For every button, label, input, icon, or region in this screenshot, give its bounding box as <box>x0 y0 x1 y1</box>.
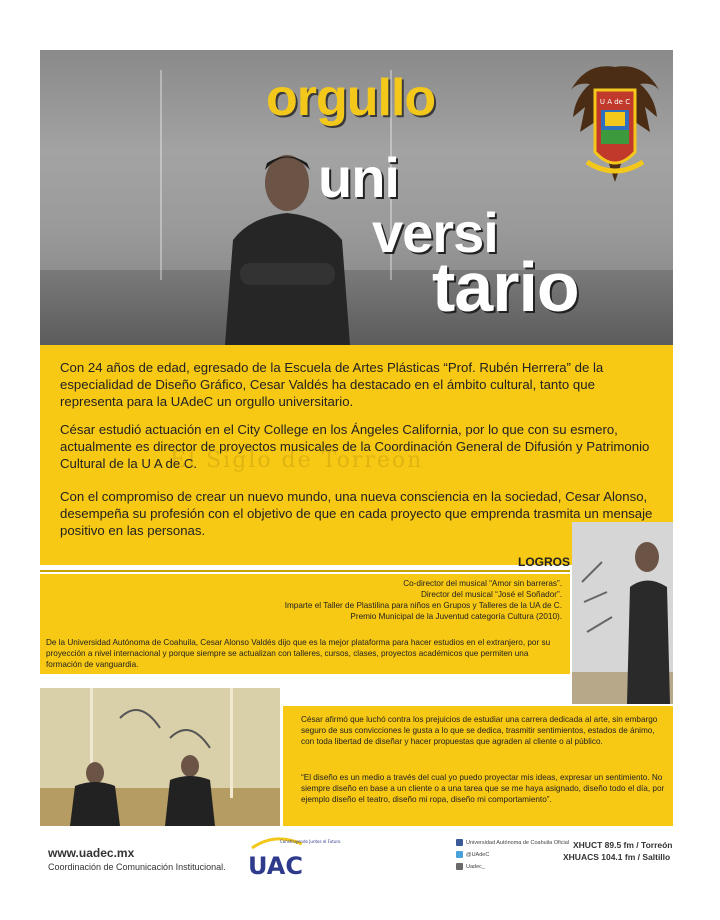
social-label: Universidad Autónoma de Coahuila Oficial <box>466 839 570 846</box>
mirror-frame <box>160 70 162 280</box>
logo-slogan: Construyendo Juntos el Futuro <box>280 839 341 844</box>
logros-heading: LOGROS <box>518 555 571 569</box>
facebook-icon <box>456 839 463 846</box>
logro-item: Premio Municipal de la Juventud categoría Cultura (2010). <box>350 612 562 621</box>
intro-paragraph: César estudió actuación en el City College en los Ángeles California, por lo que con su esmero, actualmente es director de proyectos musicales de la Coordinación General de Difusión y Patrimonio Cultural de la U A de C. <box>60 422 650 471</box>
quote-panel <box>283 706 673 826</box>
university-note: De la Universidad Autónoma de Coahuila, Cesar Alonso Valdés dijo que es la mejor plataforma para hacer estudios en el extranjero, por su proyección a nivel internacional y porque siempre se actualizan con talleres, cursos, clases, proyectos académicos que permiten una formación de vanguardia. <box>46 638 551 669</box>
logro-item: Imparte el Taller de Plastilina para niños en Grupos y Talleres de la UA de C. <box>284 601 562 610</box>
intro-paragraph: Con el compromiso de crear un nuevo mundo, una nueva consciencia en la sociedad, Cesar Alonso, desempeña su profesión con el objetivo de que en cada proyecto que emprenda trasmita un mensaje positivo en las personas. <box>60 489 653 538</box>
divider <box>40 570 570 572</box>
title-line-orgullo: orgullo <box>266 69 436 127</box>
social-twitter[interactable] <box>456 851 489 858</box>
uadec-crest-logo <box>565 62 665 192</box>
social-instagram[interactable] <box>456 863 485 870</box>
radio-station-saltillo: XHUACS 104.1 fm / Saltillo <box>563 852 671 862</box>
instagram-icon <box>456 863 463 870</box>
crest-label: U A de C <box>599 98 631 106</box>
website-link[interactable]: www.uadec.mx <box>48 846 135 860</box>
newspaper-watermark: El Siglo de Torreón <box>170 448 424 473</box>
social-label: @UAdeC <box>466 851 490 858</box>
radio-station-torreon: XHUCT 89.5 fm / Torreón <box>573 840 673 850</box>
quote-paragraph: César afirmó que luchó contra los prejuicios de estudiar una carrera dedicada al arte, sin embargo seguro de sus convicciones le gusta a lo que se dedica, trasmitir sentimientos, estados de ánimo, con toda libertad de diseñar y hacer propuestas que agraden al cliente o al público. <box>301 715 658 747</box>
title-line-uni: uni <box>318 146 399 209</box>
title-line-versi: versi <box>372 201 498 264</box>
social-label: Uadec_ <box>466 863 485 870</box>
intro-paragraph: Con 24 años de edad, egresado de la Escuela de Artes Plásticas “Prof. Rubén Herrera” de la especialidad de Diseño Gráfico, Cesar Valdés ha destacado en el ámbito cultural, tanto que representa para la UAdeC un orgullo universitario. <box>60 360 604 409</box>
side-photo <box>572 522 673 704</box>
department-label: Coordinación de Comunicación Institucional. <box>48 862 226 872</box>
logro-item: Director del musical “José el Soñador”. <box>420 590 562 599</box>
quote-paragraph: “El diseño es un medio a través del cual yo puedo proyectar mis ideas, expresar un sentimiento. No siempre diseño en base a un cliente o a una tarea que se me haya asignado, diseño todo el día, por ejemplo diseño el teatro, diseño mi ropa, diseño mi comportamiento”. <box>301 773 665 805</box>
twitter-icon <box>456 851 463 858</box>
uac-logo <box>240 834 341 882</box>
logo-text: UAC <box>248 852 303 880</box>
title-line-tario: tario <box>432 248 579 326</box>
logro-item: Co-director del musical “Amor sin barreras”. <box>403 579 562 588</box>
studio-photo <box>40 688 280 826</box>
social-facebook[interactable] <box>456 839 569 846</box>
